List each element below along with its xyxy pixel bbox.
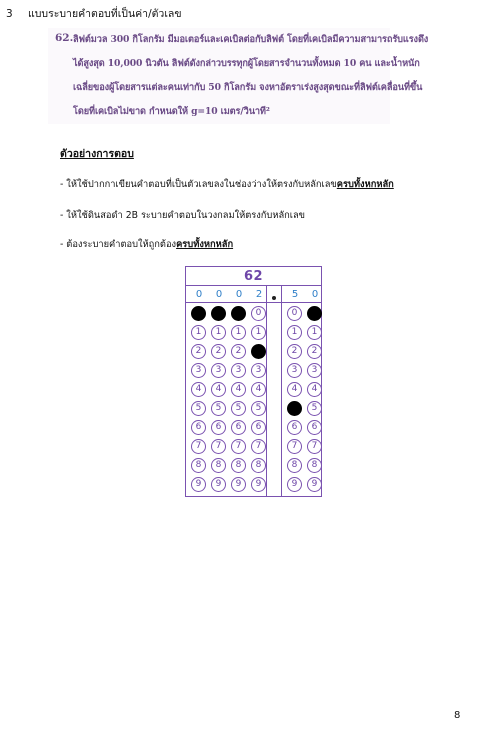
instruction-text: - ต้องระบายคำตอบให้ถูกต้อง <box>60 239 177 250</box>
answer-bubble[interactable]: 7 <box>287 439 302 454</box>
answer-bubble[interactable]: 7 <box>251 439 266 454</box>
answer-bubble[interactable]: 2 <box>211 344 226 359</box>
question-line: โดยที่เคเบิลไม่ขาด กำหนดให้ g=10 เมตร/วินาที² <box>73 106 270 117</box>
answer-bubble[interactable]: 7 <box>231 439 246 454</box>
instruction-item <box>60 237 233 252</box>
answer-bubble[interactable]: 3 <box>287 363 302 378</box>
answer-digit: 0 <box>311 289 319 300</box>
example-heading: ตัวอย่างการตอบ <box>60 148 134 160</box>
question-number: 62. <box>55 32 74 44</box>
answer-bubble[interactable]: 0 <box>287 306 302 321</box>
instruction-emphasis: ครบทั้งหกหลัก <box>176 239 234 250</box>
answer-bubble[interactable]: 5 <box>211 401 226 416</box>
answer-sheet-question-number: 62 <box>186 267 321 286</box>
answer-bubble-filled[interactable]: 0 <box>191 306 206 321</box>
answer-bubble[interactable]: 9 <box>251 477 266 492</box>
answer-bubble[interactable]: 4 <box>307 382 322 397</box>
answer-bubble[interactable]: 9 <box>211 477 226 492</box>
answer-bubble[interactable]: 5 <box>251 401 266 416</box>
answer-bubble[interactable]: 2 <box>307 344 322 359</box>
answer-bubble[interactable]: 4 <box>231 382 246 397</box>
instruction-item <box>60 208 305 223</box>
instruction-item <box>60 177 394 192</box>
instruction-text: - ให้ใช้ปากกาเขียนคำตอบที่เป็นตัวเลขลงในช่องว่างให้ตรงกับหลักเลข <box>60 179 337 190</box>
answer-bubble-filled[interactable]: 0 <box>211 306 226 321</box>
answer-bubble[interactable]: 1 <box>211 325 226 340</box>
answer-bubble[interactable]: 3 <box>191 363 206 378</box>
answer-digit: 5 <box>291 289 299 300</box>
answer-bubble-filled[interactable]: 0 <box>231 306 246 321</box>
answer-bubble[interactable]: 3 <box>231 363 246 378</box>
answer-bubble[interactable]: 6 <box>307 420 322 435</box>
section-number: 3 <box>6 8 13 20</box>
answer-bubble[interactable]: 2 <box>231 344 246 359</box>
answer-bubble[interactable]: 8 <box>251 458 266 473</box>
answer-bubble[interactable]: 7 <box>211 439 226 454</box>
instruction-emphasis: ครบทั้งหกหลัก <box>336 179 394 190</box>
answer-bubble[interactable]: 9 <box>287 477 302 492</box>
answer-bubble[interactable]: 1 <box>307 325 322 340</box>
answer-bubble[interactable]: 9 <box>307 477 322 492</box>
answer-bubble[interactable]: 8 <box>191 458 206 473</box>
answer-bubble[interactable]: 4 <box>191 382 206 397</box>
answer-digit: 0 <box>215 289 223 300</box>
answer-bubble[interactable]: 7 <box>191 439 206 454</box>
answer-bubble[interactable]: 6 <box>211 420 226 435</box>
answer-bubble[interactable]: 1 <box>251 325 266 340</box>
answer-bubble[interactable]: 5 <box>191 401 206 416</box>
answer-bubble-filled[interactable]: 2 <box>251 344 266 359</box>
instruction-text: - ให้ใช้ดินสอดำ 2B ระบายคำตอบในวงกลมให้ตรงกับหลักเลข <box>60 210 306 221</box>
answer-bubble[interactable]: 2 <box>287 344 302 359</box>
answer-bubble[interactable]: 5 <box>231 401 246 416</box>
section-title: แบบระบายคำตอบที่เป็นค่า/ตัวเลข <box>28 8 182 20</box>
answer-bubble[interactable]: 6 <box>251 420 266 435</box>
answer-bubble[interactable]: 7 <box>307 439 322 454</box>
answer-bubble[interactable]: 1 <box>191 325 206 340</box>
answer-bubble[interactable]: 2 <box>191 344 206 359</box>
question-line: ลิฟต์มวล 300 กิโลกรัม มีมอเตอร์และเคเบิลต่อกับลิฟต์ โดยที่เคเบิลมีความสามารถรับแรงดึง <box>73 34 429 45</box>
answer-bubble[interactable]: 6 <box>231 420 246 435</box>
question-image <box>48 28 429 124</box>
answer-bubble[interactable]: 5 <box>307 401 322 416</box>
answer-bubble[interactable]: 6 <box>287 420 302 435</box>
answer-bubble[interactable]: 8 <box>307 458 322 473</box>
answer-bubble[interactable]: 4 <box>251 382 266 397</box>
answer-bubble[interactable]: 6 <box>191 420 206 435</box>
section-heading <box>6 5 182 22</box>
page-number: 8 <box>454 710 461 721</box>
answer-bubble[interactable]: 8 <box>211 458 226 473</box>
answer-row-divider <box>186 302 321 303</box>
answer-bubble[interactable]: 3 <box>211 363 226 378</box>
answer-bubble[interactable]: 3 <box>251 363 266 378</box>
answer-bubble[interactable]: 4 <box>211 382 226 397</box>
answer-digit: 2 <box>255 289 263 300</box>
answer-bubble[interactable]: 1 <box>287 325 302 340</box>
answer-digit: 0 <box>235 289 243 300</box>
decimal-point-column <box>266 286 282 496</box>
question-line: ได้สูงสุด 10,000 นิวตัน ลิฟต์ดังกล่าวบรรทุกผู้โดยสารจำนวนทั้งหมด 10 คน และน้ำหนัก <box>73 58 420 69</box>
decimal-point <box>272 296 276 300</box>
answer-bubble[interactable]: 1 <box>231 325 246 340</box>
answer-bubble-filled[interactable]: 5 <box>287 401 302 416</box>
answer-bubble[interactable]: 8 <box>231 458 246 473</box>
answer-bubble[interactable]: 4 <box>287 382 302 397</box>
answer-digit: 0 <box>195 289 203 300</box>
answer-bubble[interactable]: 3 <box>307 363 322 378</box>
answer-bubble[interactable]: 9 <box>231 477 246 492</box>
answer-sheet <box>185 266 322 497</box>
answer-bubble[interactable]: 0 <box>251 306 266 321</box>
question-line: เฉลี่ยของผู้โดยสารแต่ละคนเท่ากับ 50 กิโลกรัม จงหาอัตราเร่งสูงสุดขณะที่ลิฟต์เคลื่อนที่ขึ้น <box>73 82 423 93</box>
answer-bubble[interactable]: 8 <box>287 458 302 473</box>
answer-bubble[interactable]: 9 <box>191 477 206 492</box>
answer-bubble-filled[interactable]: 0 <box>307 306 322 321</box>
